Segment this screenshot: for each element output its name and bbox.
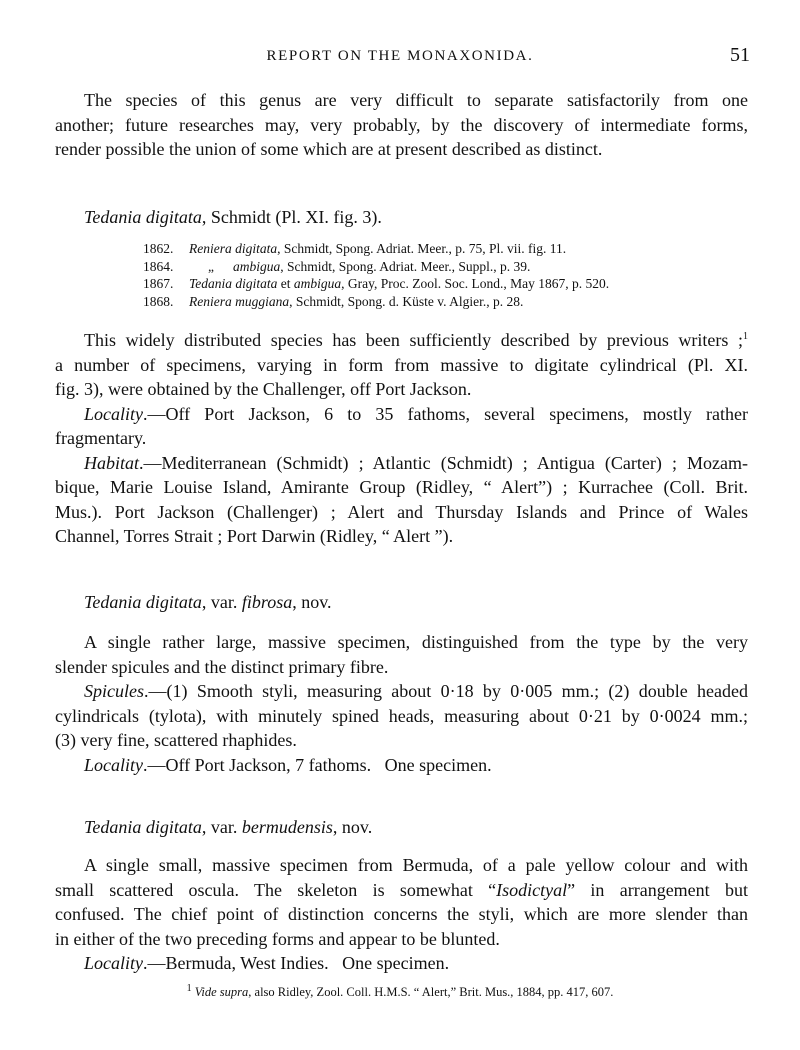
synonymy-entry	[143, 275, 733, 293]
footnote-marker: 1	[743, 331, 748, 342]
footnote-marker: 1	[186, 982, 192, 994]
description-line: in either of the two preceding forms and appear to be blunted.	[55, 928, 500, 949]
synonymy-entry	[143, 240, 733, 258]
synonymy-ref: , Gray, Proc. Zool. Soc. Lond., May 1867, p. 520.	[341, 276, 610, 291]
species-authority: , Schmidt (Pl. XI. fig. 3).	[201, 207, 382, 227]
description-line: confused. The chief point of distinction concerns the styli, which are more slender than	[55, 904, 748, 924]
locality-label: Locality	[84, 953, 143, 973]
synonymy-list	[143, 240, 733, 310]
locality-label: Locality	[84, 403, 143, 424]
variety-description	[55, 630, 748, 777]
italic-term: Isodictyal	[496, 879, 568, 900]
description-line: fig. 3), were obtained by the Challenger, off Port Jackson.	[55, 379, 472, 399]
synonymy-name: Reniera digitata	[189, 241, 278, 256]
description-line	[55, 328, 748, 353]
species-name: Tedania digitata	[84, 207, 202, 227]
locality-text: .—Off Port Jackson, 7 fathoms. One specimen.	[143, 754, 492, 775]
locality-text: .—Bermuda, West Indies. One specimen.	[143, 953, 450, 973]
description-line: A single small, massive specimen from Bermuda, of a pale yellow colour and with	[84, 855, 748, 875]
synonymy-year: 1867.	[143, 276, 174, 291]
synonymy-connector: et	[277, 276, 294, 291]
description-line: slender spicules and the distinct primary fibre.	[55, 656, 389, 677]
description-line: a number of specimens, varying in form from massive to digitate cylindrical (Pl. XI.	[55, 354, 748, 375]
variety-heading	[55, 815, 777, 839]
locality-text: .—Off Port Jackson, 6 to 35 fathoms, several specimens, mostly rather	[143, 403, 748, 424]
synonymy-year: 1864.	[143, 258, 174, 274]
description-text: small scattered oscula. The skeleton is somewhat “	[55, 879, 497, 900]
species-description	[55, 328, 748, 549]
spicules-label: Spicules	[84, 681, 144, 701]
synonymy-year: 1868.	[143, 293, 174, 309]
variety-name: fibrosa	[241, 592, 293, 612]
description-text: This widely distributed species has been sufficiently described by previous writers ;	[84, 330, 743, 350]
nov-label: , nov.	[332, 817, 373, 837]
species-name: Tedania digitata	[84, 592, 202, 612]
page-header	[0, 44, 800, 68]
var-label: , var.	[201, 592, 242, 612]
habitat-text: .—Mediterranean (Schmidt) ; Atlantic (Schmidt) ; Antigua (Carter) ; Mozam-	[139, 452, 748, 473]
variety-heading	[55, 590, 777, 614]
synonymy-name: Reniera muggiana	[189, 293, 290, 309]
var-label: , var.	[201, 817, 242, 837]
spicules-text: .—(1) Smooth styli, measuring about 0·18 by 0·005 mm.; (2) double headed	[144, 681, 748, 701]
habitat-line: Mus.). Port Jackson (Challenger) ; Alert and Thursday Islands and Prince of Wales	[55, 501, 748, 522]
locality-line	[55, 951, 748, 976]
running-head: REPORT ON THE MONAXONIDA.	[266, 48, 534, 64]
habitat-line: bique, Marie Louise Island, Amirante Group (Ridley, “ Alert”) ; Kurrachee (Coll. Brit.	[55, 477, 748, 497]
species-heading	[55, 205, 777, 229]
habitat-line: Channel, Torres Strait ; Port Darwin (Ridley, “ Alert ”).	[55, 526, 454, 546]
synonymy-year: 1862.	[143, 241, 174, 256]
spicules-line: (3) very fine, scattered rhaphides.	[55, 730, 297, 750]
description-text: ” in arrangement but	[567, 879, 748, 900]
page-number: 51	[730, 44, 750, 66]
footnote	[0, 982, 800, 1000]
variety-description	[55, 853, 748, 976]
locality-line	[55, 402, 748, 427]
ditto-mark: „	[208, 258, 214, 274]
intro-line: The species of this genus are very difficult to separate satisfactorily from one	[84, 90, 748, 110]
intro-paragraph	[55, 88, 748, 162]
footnote-text: , also Ridley, Zool. Coll. H.M.S. “ Alert,” Brit. Mus., 1884, pp. 417, 607.	[248, 985, 614, 999]
locality-line	[55, 753, 748, 778]
synonymy-entry	[143, 258, 733, 276]
synonymy-name: ambigua	[233, 258, 281, 274]
synonymy-ref: , Schmidt, Spong. d. Küste v. Algier., p. 28.	[289, 293, 524, 309]
spicules-line	[55, 679, 748, 704]
synonymy-ref: , Schmidt, Spong. Adriat. Meer., p. 75, Pl. vii. fig. 11.	[277, 241, 567, 256]
synonymy-ref: , Schmidt, Spong. Adriat. Meer., Suppl., p. 39.	[280, 258, 531, 274]
locality-label: Locality	[84, 754, 143, 775]
synonymy-entry	[143, 293, 733, 311]
spicules-line: cylindricals (tylota), with minutely spined heads, measuring about 0·21 by 0·0024 mm.;	[55, 705, 748, 726]
synonymy-name: Tedania digitata	[189, 276, 278, 291]
description-line	[55, 878, 748, 903]
intro-line: render possible the union of some which are at present described as distinct.	[55, 139, 603, 159]
synonymy-name: ambigua	[293, 276, 342, 291]
habitat-line	[55, 451, 748, 476]
intro-line: another; future researches may, very probably, by the discovery of intermediate forms,	[55, 114, 748, 135]
description-line: A single rather large, massive specimen, distinguished from the type by the very	[84, 632, 748, 652]
nov-label: , nov.	[292, 592, 332, 612]
species-name: Tedania digitata	[84, 817, 202, 837]
habitat-label: Habitat	[84, 452, 140, 473]
locality-line: fragmentary.	[55, 428, 147, 448]
footnote-label: Vide supra	[194, 985, 249, 999]
variety-name: bermudensis	[241, 817, 333, 837]
